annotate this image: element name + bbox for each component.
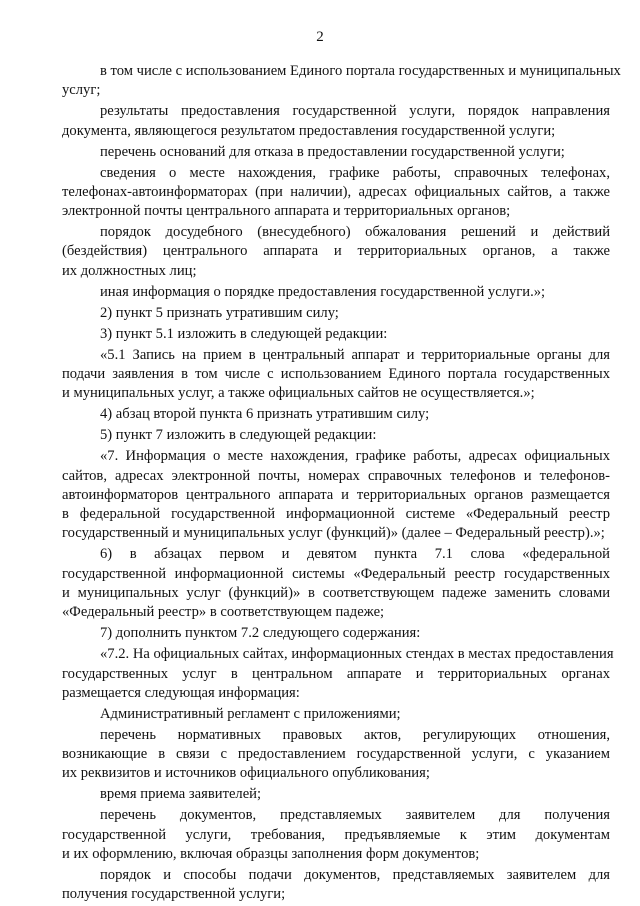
text-line: и муниципальных услуг (функций)» в соответствующем падеже заменить словами (62, 584, 610, 601)
text-line: результаты предоставления государственной услуги, порядок направления (100, 103, 610, 120)
text-line: и муниципальных услуг, а также официальных сайтов не осуществляется.»; (62, 385, 535, 402)
text-line: иная информация о порядке предоставления государственной услуги.»; (100, 283, 546, 300)
text-line: их должностных лиц; (62, 262, 197, 279)
paragraph (62, 346, 610, 404)
text-line: (бездействия) центрального аппарата и территориальных органов, а также (62, 243, 610, 260)
document-body (62, 62, 621, 906)
paragraph (62, 164, 610, 222)
paragraph (62, 325, 610, 344)
text-line: перечень оснований для отказа в предоставлении государственной услуги; (100, 143, 565, 160)
paragraph (62, 705, 610, 724)
text-line: получения государственной услуги; (62, 886, 286, 903)
text-line: 5) пункт 7 изложить в следующей редакции: (100, 427, 377, 444)
text-line: в том числе с использованием Единого портала государственных и муниципальных (100, 63, 621, 79)
text-line: 6) в абзацах первом и девятом пункта 7.1 слова «федеральной (100, 546, 610, 563)
text-line: подачи заявления в том числе с использованием Единого портала государственных (62, 365, 610, 382)
paragraph (62, 304, 610, 323)
paragraph (62, 806, 610, 864)
page-number: 2 (316, 29, 324, 45)
text-line: 7) дополнить пунктом 7.2 следующего содержания: (100, 625, 421, 642)
text-line: телефонах-автоинформаторах (при наличии), адресах официальных сайтов, а также (62, 183, 610, 200)
paragraph (62, 545, 610, 622)
text-line: перечень нормативных правовых актов, регулирующих отношения, (100, 726, 610, 743)
text-line: их реквизитов и источников официального опубликования; (62, 765, 430, 782)
paragraph (62, 405, 610, 424)
text-line: «Федеральный реестр» в соответствующем падеже; (62, 604, 385, 621)
text-line: возникающие в связи с предоставлением государственной услуги, с указанием (62, 746, 610, 763)
text-line: электронной почты центрального аппарата и территориальных органов; (62, 203, 511, 220)
paragraph (62, 726, 610, 784)
text-line: «5.1 Запись на прием в центральный аппарат и территориальные органы для (100, 346, 610, 363)
text-line: в федеральной государственной информационной системе «Федеральный реестр (62, 506, 610, 523)
text-line: государственный и муниципальных услуг (функций)» (далее – Федеральный реестр).»; (62, 525, 605, 542)
text-line: сайтов, адресах электронной почты, номерах справочных телефонов и телефонов- (62, 467, 610, 484)
paragraph (62, 866, 610, 905)
paragraph (62, 624, 610, 643)
text-line: документа, являющегося результатом предоставления государственной услуги; (62, 122, 556, 139)
text-line: сведения о месте нахождения, графике работы, справочных телефонах, (100, 164, 610, 181)
text-line: время приема заявителей; (100, 786, 262, 803)
text-line: порядок досудебного (внесудебного) обжалования решений и действий (100, 224, 610, 241)
paragraph (62, 283, 610, 302)
text-line: Административный регламент с приложениями; (100, 705, 401, 722)
text-line: государственной информационной системы «Федеральный реестр государственных (62, 565, 610, 582)
paragraph (62, 102, 610, 141)
text-line: услуг; (62, 82, 101, 99)
paragraph (62, 143, 610, 162)
paragraph (62, 447, 610, 543)
text-line: государственной услуги, требования, предъявляемые к этим документам (62, 826, 610, 843)
text-line: 3) пункт 5.1 изложить в следующей редакции: (100, 325, 388, 342)
text-line: 4) абзац второй пункта 6 признать утратившим силу; (100, 406, 430, 423)
text-line: и их оформлению, включая образцы заполнения форм документов; (62, 845, 480, 862)
paragraph (62, 785, 610, 804)
text-line: государственных услуг в центральном аппарате и территориальных органах (62, 665, 610, 682)
text-line: 2) пункт 5 признать утратившим силу; (100, 304, 339, 321)
text-line: перечень документов, представляемых заявителем для получения (100, 807, 610, 824)
text-line: автоинформаторов центрального аппарата и территориальных органов размещается (62, 486, 610, 503)
text-line: «7.2. На официальных сайтах, информационных стендах в местах предоставления (100, 646, 614, 663)
text-line: «7. Информация о месте нахождения, графике работы, адресах официальных (100, 448, 610, 465)
paragraph (62, 426, 610, 445)
paragraph (62, 223, 610, 281)
text-line: размещается следующая информация: (62, 684, 300, 701)
paragraph (62, 645, 614, 703)
text-line: порядок и способы подачи документов, представляемых заявителем для (100, 866, 610, 883)
paragraph (62, 62, 621, 101)
